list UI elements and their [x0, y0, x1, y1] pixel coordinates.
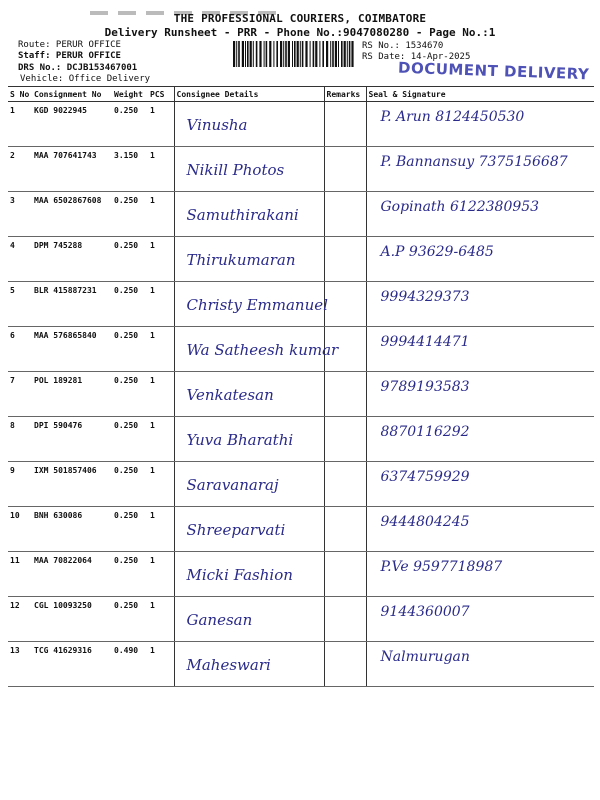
consignee-handwriting: Yuva Bharathi	[186, 431, 294, 449]
consignee-handwriting: Shreeparvati	[186, 521, 286, 539]
table-row	[8, 507, 594, 552]
cell-consignee	[174, 417, 324, 462]
cell-consignee	[174, 552, 324, 597]
cell-consignee	[174, 102, 324, 147]
cell-signature	[366, 417, 594, 462]
table-row	[8, 192, 594, 237]
cell-signature	[366, 237, 594, 282]
consignee-handwriting: Maheswari	[186, 656, 271, 674]
cell-pcs: 1	[148, 327, 174, 372]
cell-remarks	[324, 102, 366, 147]
cell-remarks	[324, 552, 366, 597]
cell-consignment-no: KGD 9022945	[32, 102, 112, 147]
route-label: Route: PERUR OFFICE	[18, 40, 121, 50]
drs-number: DRS No.: DCJB153467001	[18, 63, 138, 73]
signature-handwriting: 6374759929	[380, 469, 470, 485]
signature-handwriting: P. Arun 8124450530	[380, 109, 525, 125]
cell-weight: 0.250	[112, 102, 148, 147]
cell-remarks	[324, 237, 366, 282]
cell-weight: 0.250	[112, 327, 148, 372]
signature-handwriting: 9144360007	[380, 604, 470, 620]
cell-weight: 0.250	[112, 462, 148, 507]
consignee-handwriting: Christy Emmanuel	[186, 296, 328, 314]
cell-weight: 3.150	[112, 147, 148, 192]
col-sno: S No	[8, 87, 32, 102]
cell-weight: 0.250	[112, 417, 148, 462]
col-remarks: Remarks	[324, 87, 366, 102]
consignee-handwriting: Micki Fashion	[186, 566, 293, 584]
signature-handwriting: 9994414471	[380, 334, 470, 350]
cell-pcs: 1	[148, 462, 174, 507]
cell-weight: 0.250	[112, 597, 148, 642]
table-row	[8, 597, 594, 642]
runsheet-title: Delivery Runsheet - PRR - Phone No.:9047080280 - Page No.:1	[104, 26, 496, 39]
cell-consignment-no: BLR 415887231	[32, 282, 112, 327]
cell-sno: 13	[8, 642, 32, 687]
cell-pcs: 1	[148, 597, 174, 642]
consignee-handwriting: Nikill Photos	[186, 161, 285, 179]
table-row	[8, 147, 594, 192]
company-name: THE PROFESSIONAL COURIERS, COIMBATORE	[173, 12, 427, 25]
consignee-handwriting: Vinusha	[186, 116, 248, 134]
cell-pcs: 1	[148, 282, 174, 327]
table-row	[8, 462, 594, 507]
cell-sno: 1	[8, 102, 32, 147]
cell-weight: 0.250	[112, 237, 148, 282]
staff-label: Staff: PERUR OFFICE	[18, 51, 121, 61]
cell-consignment-no: DPM 745288	[32, 237, 112, 282]
cell-consignment-no: MAA 6502867608	[32, 192, 112, 237]
col-pcs: PCS	[148, 87, 174, 102]
cell-sno: 9	[8, 462, 32, 507]
cell-consignment-no: DPI 590476	[32, 417, 112, 462]
cell-pcs: 1	[148, 417, 174, 462]
signature-handwriting: 8870116292	[380, 424, 470, 440]
cell-consignee	[174, 597, 324, 642]
cell-consignee	[174, 507, 324, 552]
table-row	[8, 417, 594, 462]
cell-weight: 0.250	[112, 372, 148, 417]
cell-remarks	[324, 372, 366, 417]
cell-weight: 0.490	[112, 642, 148, 687]
table-row	[8, 102, 594, 147]
cell-consignment-no: POL 189281	[32, 372, 112, 417]
cell-pcs: 1	[148, 102, 174, 147]
consignee-handwriting: Ganesan	[186, 611, 253, 629]
signature-handwriting: P. Bannansuy 7375156687	[380, 154, 568, 170]
barcode-icon	[232, 40, 354, 68]
col-signature: Seal & Signature	[366, 87, 594, 102]
signature-handwriting: P.Ve 9597718987	[380, 559, 503, 575]
cell-pcs: 1	[148, 642, 174, 687]
consignee-handwriting: Saravanaraj	[186, 476, 279, 494]
signature-handwriting: Gopinath 6122380953	[380, 199, 540, 215]
rs-number: RS No.: 1534670	[362, 41, 444, 51]
cell-sno: 10	[8, 507, 32, 552]
scan-marks	[90, 0, 330, 6]
cell-remarks	[324, 462, 366, 507]
cell-consignment-no: TCG 41629316	[32, 642, 112, 687]
signature-handwriting: 9444804245	[380, 514, 470, 530]
cell-sno: 12	[8, 597, 32, 642]
cell-sno: 2	[8, 147, 32, 192]
cell-sno: 4	[8, 237, 32, 282]
vehicle-label: Vehicle: Office Delivery	[20, 74, 151, 84]
cell-signature	[366, 327, 594, 372]
cell-pcs: 1	[148, 552, 174, 597]
cell-remarks	[324, 147, 366, 192]
cell-remarks	[324, 597, 366, 642]
cell-sno: 5	[8, 282, 32, 327]
cell-consignment-no: IXM 501857406	[32, 462, 112, 507]
cell-consignment-no: MAA 576865840	[32, 327, 112, 372]
document-delivery-stamp: DOCUMENT DELIVERY	[397, 58, 590, 84]
cell-consignment-no: MAA 707641743	[32, 147, 112, 192]
cell-weight: 0.250	[112, 507, 148, 552]
cell-signature	[366, 282, 594, 327]
cell-remarks	[324, 192, 366, 237]
cell-weight: 0.250	[112, 282, 148, 327]
table-row	[8, 642, 594, 687]
table-row	[8, 282, 594, 327]
cell-remarks	[324, 282, 366, 327]
cell-sno: 7	[8, 372, 32, 417]
table-row	[8, 552, 594, 597]
signature-handwriting: Nalmurugan	[380, 649, 470, 665]
cell-consignee	[174, 372, 324, 417]
cell-consignment-no: BNH 630086	[32, 507, 112, 552]
cell-signature	[366, 642, 594, 687]
cell-pcs: 1	[148, 237, 174, 282]
signature-handwriting: 9994329373	[380, 289, 470, 305]
cell-consignee	[174, 147, 324, 192]
table-row	[8, 327, 594, 372]
cell-consignee	[174, 282, 328, 327]
col-consignment: Consignment No	[32, 87, 112, 102]
cell-signature	[366, 552, 594, 597]
cell-signature	[366, 192, 594, 237]
cell-consignee	[174, 642, 324, 687]
cell-sno: 8	[8, 417, 32, 462]
cell-pcs: 1	[148, 507, 174, 552]
cell-pcs: 1	[148, 147, 174, 192]
cell-pcs: 1	[148, 192, 174, 237]
col-consignee: Consignee Details	[174, 87, 324, 102]
cell-remarks	[324, 642, 366, 687]
cell-consignee	[174, 192, 324, 237]
cell-signature	[366, 462, 594, 507]
cell-consignment-no: MAA 70822064	[32, 552, 112, 597]
cell-weight: 0.250	[112, 552, 148, 597]
cell-consignee	[174, 327, 339, 372]
table-row	[8, 372, 594, 417]
cell-remarks	[324, 507, 366, 552]
cell-signature	[366, 102, 594, 147]
consignee-handwriting: Venkatesan	[186, 386, 274, 404]
table-header-row	[8, 87, 594, 102]
table-row	[8, 237, 594, 282]
cell-consignment-no: CGL 10093250	[32, 597, 112, 642]
cell-pcs: 1	[148, 372, 174, 417]
consignee-handwriting: Wa Satheesh kumar	[186, 341, 339, 359]
cell-sno: 11	[8, 552, 32, 597]
cell-sno: 3	[8, 192, 32, 237]
runsheet-table	[8, 86, 594, 687]
cell-signature	[366, 147, 594, 192]
col-weight: Weight	[112, 87, 148, 102]
signature-handwriting: 9789193583	[380, 379, 470, 395]
cell-signature	[366, 507, 594, 552]
cell-remarks	[324, 417, 366, 462]
signature-handwriting: A.P 93629-6485	[380, 244, 494, 260]
rs-date: RS Date: 14-Apr-2025	[362, 52, 471, 62]
consignee-handwriting: Samuthirakani	[186, 206, 299, 224]
consignee-handwriting: Thirukumaran	[186, 251, 296, 269]
cell-consignee	[174, 237, 324, 282]
cell-consignee	[174, 462, 324, 507]
cell-sno: 6	[8, 327, 32, 372]
cell-signature	[366, 597, 594, 642]
cell-weight: 0.250	[112, 192, 148, 237]
cell-signature	[366, 372, 594, 417]
